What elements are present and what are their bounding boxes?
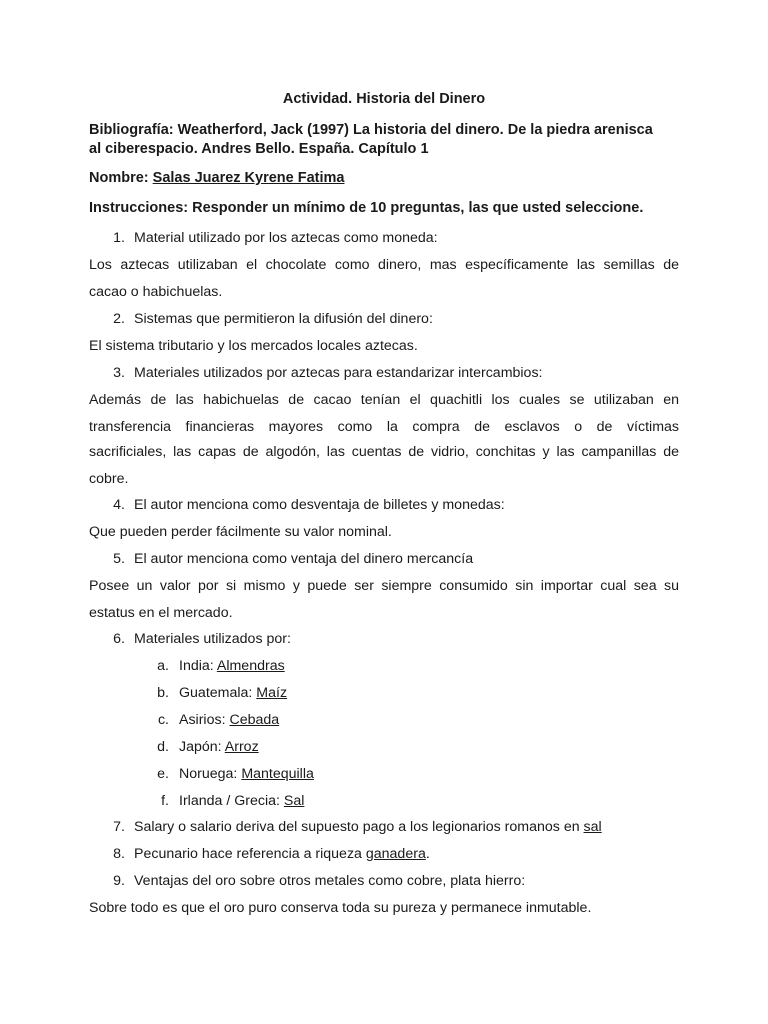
q2-answer-line-1: El sistema tributario y los mercados locales aztecas. [89, 338, 418, 354]
q3-number: 3. [113, 365, 125, 381]
q6-item-guatemala [179, 684, 287, 702]
material-answer: Cebada [229, 712, 280, 728]
q5-answer-line-1: Posee un valor por si mismo y puede ser siempre consumido sin importar cual sea su [89, 578, 679, 594]
q8-suffix: . [425, 846, 430, 862]
q6-item-irlanda-grecia [179, 792, 304, 810]
material-answer: Maíz [256, 685, 288, 701]
country-label: Asirios: [179, 712, 230, 728]
q6-item-noruega [179, 765, 314, 783]
q7-text: Salary o salario deriva del supuesto pago a los legionarios romanos en [134, 819, 584, 835]
q9-question: Ventajas del oro sobre otros metales como cobre, plata hierro: [134, 873, 526, 889]
q3-answer-line-4: cobre. [89, 471, 129, 487]
name-label: Nombre: [89, 170, 153, 186]
q5-question: El autor menciona como ventaja del dinero mercancía [134, 551, 474, 567]
bibliography-line-2: al ciberespacio. Andres Bello. España. Capítulo 1 [89, 141, 429, 157]
material-answer: Arroz [224, 739, 259, 755]
q8-statement [134, 845, 430, 863]
q1-answer-line-1: Los aztecas utilizaban el chocolate como dinero, mas específicamente las semillas de [89, 257, 679, 273]
bibliography [89, 121, 679, 159]
q6-item-letter: c. [157, 712, 169, 728]
q6-item-letter: e. [157, 766, 169, 782]
q6-number: 6. [113, 631, 125, 647]
q4-question: El autor menciona como desventaja de billetes y monedas: [134, 497, 505, 513]
q1-number: 1. [113, 230, 125, 246]
q2-number: 2. [113, 311, 125, 327]
bibliography-line-1: Bibliografía: Weatherford, Jack (1997) La historia del dinero. De la piedra arenisca [89, 122, 653, 138]
country-label: Guatemala: [179, 685, 257, 701]
q6-item-letter: f. [161, 793, 169, 809]
instructions: Instrucciones: Responder un mínimo de 10 preguntas, las que usted seleccione. [89, 200, 644, 216]
q2-question: Sistemas que permitieron la difusión del dinero: [134, 311, 433, 327]
country-label: Japón: [179, 739, 225, 755]
q4-number: 4. [113, 497, 125, 513]
q8-text: Pecunario hace referencia a riqueza [134, 846, 366, 862]
country-label: India: [179, 658, 217, 674]
q3-answer-line-3: sacrificiales, las capas de algodón, las cuentas de vidrio, conchitas y las campanillas de [89, 444, 679, 460]
q6-item-asirios [179, 711, 279, 729]
material-answer: Mantequilla [241, 766, 314, 782]
q9-answer-line-1: Sobre todo es que el oro puro conserva toda su pureza y permanece inmutable. [89, 900, 592, 916]
q6-item-letter: d. [157, 739, 169, 755]
q6-question: Materiales utilizados por: [134, 631, 291, 647]
q3-answer-line-1: Además de las habichuelas de cacao tenían el quachitli los cuales se utilizaban en [89, 392, 679, 408]
q8-number: 8. [113, 846, 125, 862]
student-name [89, 170, 344, 186]
q8-answer: ganadera [365, 846, 426, 862]
material-answer: Sal [283, 793, 305, 809]
material-answer: Almendras [216, 658, 285, 674]
q5-number: 5. [113, 551, 125, 567]
q1-answer-line-2: cacao o habichuelas. [89, 284, 223, 300]
q6-item-letter: b. [157, 685, 169, 701]
q9-number: 9. [113, 873, 125, 889]
q7-answer: sal [583, 819, 602, 835]
country-label: Noruega: [179, 766, 242, 782]
q6-item-japon [179, 738, 259, 756]
q3-question: Materiales utilizados por aztecas para estandarizar intercambios: [134, 365, 543, 381]
q6-item-india [179, 657, 285, 675]
q7-number: 7. [113, 819, 125, 835]
q3-answer-line-2: transferencia financieras mayores como la compra de esclavos o de víctimas [89, 419, 679, 435]
document-title: Actividad. Historia del Dinero [282, 91, 486, 107]
q5-answer-line-2: estatus en el mercado. [89, 605, 233, 621]
q6-item-letter: a. [157, 658, 169, 674]
q7-statement [134, 818, 602, 836]
q1-question: Material utilizado por los aztecas como moneda: [134, 230, 438, 246]
country-label: Irlanda / Grecia: [179, 793, 284, 809]
name-value: Salas Juarez Kyrene Fatima [152, 170, 345, 186]
q4-answer-line-1: Que pueden perder fácilmente su valor nominal. [89, 524, 392, 540]
